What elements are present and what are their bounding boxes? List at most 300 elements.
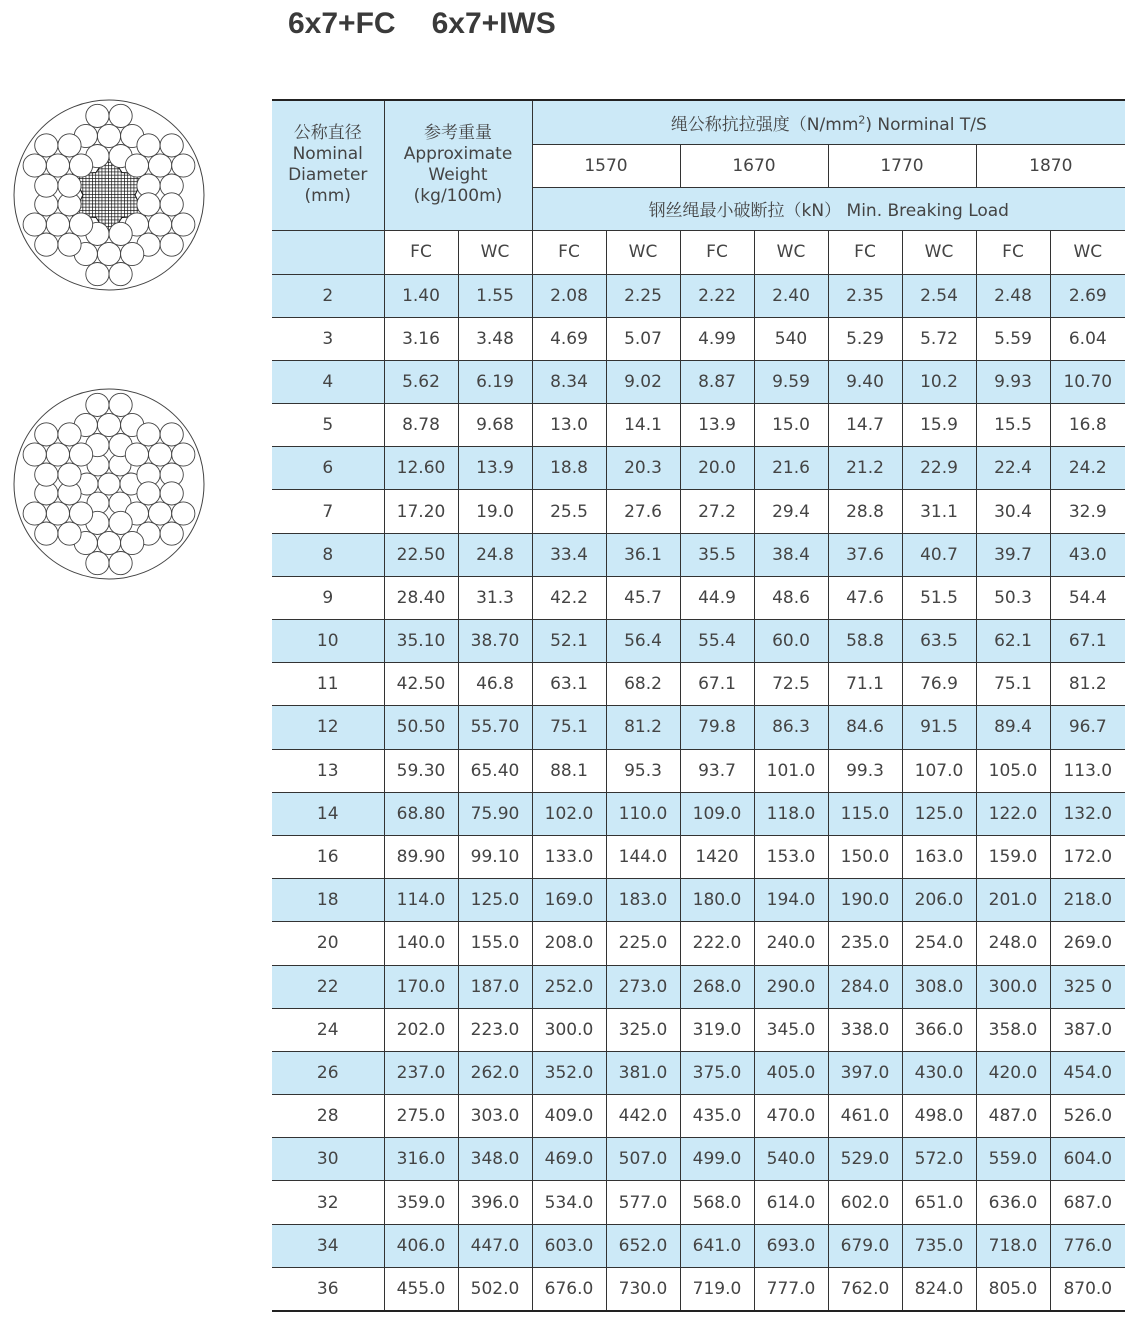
cell-value: 91.5 [902,706,976,749]
cell-value: 447.0 [458,1224,532,1267]
cell-value: 96.7 [1050,706,1125,749]
cell-value: 1.55 [458,274,532,317]
cell-value: 805.0 [976,1267,1050,1310]
cell-value: 651.0 [902,1181,976,1224]
cell-value: 22.4 [976,447,1050,490]
cell-value: 652.0 [606,1224,680,1267]
cell-value: 641.0 [680,1224,754,1267]
cell-value: 290.0 [754,965,828,1008]
table-row [272,706,1125,749]
cell-value: 338.0 [828,1008,902,1051]
header-blank-cell [272,230,384,274]
cell-value: 284.0 [828,965,902,1008]
cell-value: 679.0 [828,1224,902,1267]
cell-diameter: 30 [272,1138,384,1181]
cell-value: 534.0 [532,1181,606,1224]
cell-value: 17.20 [384,490,458,533]
cell-value: 194.0 [754,879,828,922]
cell-value: 159.0 [976,835,1050,878]
cell-value: 693.0 [754,1224,828,1267]
table-row [272,879,1125,922]
cell-value: 122.0 [976,792,1050,835]
table-row [272,447,1125,490]
cell-value: 67.1 [1050,620,1125,663]
cell-value: 118.0 [754,792,828,835]
cell-value: 27.2 [680,490,754,533]
cell-value: 110.0 [606,792,680,835]
cell-value: 22.9 [902,447,976,490]
cell-value: 183.0 [606,879,680,922]
cell-value: 13.0 [532,404,606,447]
cell-value: 55.4 [680,620,754,663]
cell-value: 50.3 [976,576,1050,619]
cell-value: 37.6 [828,533,902,576]
cell-value: 206.0 [902,879,976,922]
cell-value: 21.2 [828,447,902,490]
cell-value: 316.0 [384,1138,458,1181]
cell-value: 56.4 [606,620,680,663]
table-row [272,317,1125,360]
cell-value: 101.0 [754,749,828,792]
cell-value: 3.16 [384,317,458,360]
title-6x7-iws: 6x7+IWS [431,7,556,40]
header-approximate-weight: 参考重量 Approximate Weight (kg/100m) [384,100,532,230]
cell-value: 325 0 [1050,965,1125,1008]
cell-value: 68.80 [384,792,458,835]
cell-diameter: 12 [272,706,384,749]
cell-value: 735.0 [902,1224,976,1267]
cell-value: 3.48 [458,317,532,360]
cell-value: 79.8 [680,706,754,749]
cell-value: 406.0 [384,1224,458,1267]
cell-value: 409.0 [532,1095,606,1138]
cell-value: 170.0 [384,965,458,1008]
rope-spec-table [272,99,1125,1312]
table-row [272,965,1125,1008]
cell-value: 76.9 [902,663,976,706]
cell-value: 13.9 [458,447,532,490]
header-grade-1670: 1670 [680,144,828,187]
cell-value: 39.7 [976,533,1050,576]
cell-value: 2.54 [902,274,976,317]
cell-value: 676.0 [532,1267,606,1310]
table-row [272,533,1125,576]
cell-value: 222.0 [680,922,754,965]
cell-value: 4.99 [680,317,754,360]
cell-value: 8.87 [680,360,754,403]
table-row [272,1267,1125,1310]
cell-value: 202.0 [384,1008,458,1051]
cell-diameter: 16 [272,835,384,878]
header-sub-fc: FC [828,230,902,274]
cell-diameter: 13 [272,749,384,792]
cell-value: 44.9 [680,576,754,619]
cell-value: 5.59 [976,317,1050,360]
cell-value: 43.0 [1050,533,1125,576]
table-row [272,360,1125,403]
table-row [272,922,1125,965]
cell-value: 48.6 [754,576,828,619]
cell-value: 45.7 [606,576,680,619]
cell-diameter: 26 [272,1051,384,1094]
page-titles [288,4,556,44]
cell-value: 225.0 [606,922,680,965]
cell-value: 109.0 [680,792,754,835]
cell-value: 435.0 [680,1095,754,1138]
cell-value: 172.0 [1050,835,1125,878]
cell-value: 18.8 [532,447,606,490]
cell-value: 9.02 [606,360,680,403]
cell-value: 262.0 [458,1051,532,1094]
cell-value: 870.0 [1050,1267,1125,1310]
cell-value: 125.0 [458,879,532,922]
header-sub-fc: FC [680,230,754,274]
cell-value: 180.0 [680,879,754,922]
header-sub-wc: WC [606,230,680,274]
cell-value: 507.0 [606,1138,680,1181]
cell-value: 33.4 [532,533,606,576]
cell-value: 16.8 [1050,404,1125,447]
cell-diameter: 3 [272,317,384,360]
cell-value: 498.0 [902,1095,976,1138]
cell-value: 10.70 [1050,360,1125,403]
cell-value: 132.0 [1050,792,1125,835]
cell-value: 71.1 [828,663,902,706]
cell-value: 190.0 [828,879,902,922]
cell-value: 35.10 [384,620,458,663]
cell-value: 454.0 [1050,1051,1125,1094]
cell-value: 237.0 [384,1051,458,1094]
cell-value: 31.1 [902,490,976,533]
cell-value: 325.0 [606,1008,680,1051]
cell-value: 187.0 [458,965,532,1008]
cell-value: 2.08 [532,274,606,317]
cell-value: 499.0 [680,1138,754,1181]
cell-value: 487.0 [976,1095,1050,1138]
cell-value: 38.70 [458,620,532,663]
cell-value: 359.0 [384,1181,458,1224]
header-sub-wc: WC [1050,230,1125,274]
cell-value: 28.8 [828,490,902,533]
cell-diameter: 20 [272,922,384,965]
cell-value: 1.40 [384,274,458,317]
cell-diameter: 28 [272,1095,384,1138]
cell-value: 5.29 [828,317,902,360]
table-row [272,1095,1125,1138]
cell-diameter: 5 [272,404,384,447]
cell-value: 89.4 [976,706,1050,749]
header-subcolumns [272,230,1125,274]
cell-value: 8.34 [532,360,606,403]
cell-value: 140.0 [384,922,458,965]
cell-value: 319.0 [680,1008,754,1051]
cell-value: 75.1 [976,663,1050,706]
table-row [272,1008,1125,1051]
cell-value: 95.3 [606,749,680,792]
cell-value: 81.2 [606,706,680,749]
title-6x7-fc: 6x7+FC [288,7,396,40]
cell-diameter: 10 [272,620,384,663]
cell-value: 15.9 [902,404,976,447]
cell-value: 25.5 [532,490,606,533]
cell-diameter: 6 [272,447,384,490]
cell-value: 9.93 [976,360,1050,403]
cell-value: 51.5 [902,576,976,619]
cell-value: 470.0 [754,1095,828,1138]
cell-value: 14.1 [606,404,680,447]
cell-value: 396.0 [458,1181,532,1224]
cell-value: 604.0 [1050,1138,1125,1181]
cell-value: 776.0 [1050,1224,1125,1267]
cell-value: 718.0 [976,1224,1050,1267]
rope-cross-section-iws-icon [12,387,206,581]
cell-value: 13.9 [680,404,754,447]
cell-value: 201.0 [976,879,1050,922]
cell-value: 35.5 [680,533,754,576]
cell-value: 602.0 [828,1181,902,1224]
cell-value: 169.0 [532,879,606,922]
cell-diameter: 34 [272,1224,384,1267]
cell-value: 730.0 [606,1267,680,1310]
cell-value: 358.0 [976,1008,1050,1051]
cell-value: 36.1 [606,533,680,576]
cell-value: 397.0 [828,1051,902,1094]
cell-value: 308.0 [902,965,976,1008]
table-row [272,1051,1125,1094]
cell-value: 125.0 [902,792,976,835]
cell-value: 15.0 [754,404,828,447]
table-row [272,749,1125,792]
cell-value: 59.30 [384,749,458,792]
cell-value: 4.69 [532,317,606,360]
cell-diameter: 8 [272,533,384,576]
cell-value: 133.0 [532,835,606,878]
table-row [272,663,1125,706]
cell-value: 21.6 [754,447,828,490]
cell-value: 28.40 [384,576,458,619]
cell-value: 568.0 [680,1181,754,1224]
cell-value: 208.0 [532,922,606,965]
cell-value: 218.0 [1050,879,1125,922]
cell-value: 113.0 [1050,749,1125,792]
cell-value: 86.3 [754,706,828,749]
cell-value: 824.0 [902,1267,976,1310]
table-row [272,835,1125,878]
header-breaking-load: 钢丝绳最小破断拉（kN） Min. Breaking Load [532,187,1125,230]
cell-value: 2.35 [828,274,902,317]
cell-diameter: 24 [272,1008,384,1051]
cell-value: 1420 [680,835,754,878]
cell-value: 99.10 [458,835,532,878]
cell-value: 114.0 [384,879,458,922]
cell-value: 345.0 [754,1008,828,1051]
cell-value: 9.59 [754,360,828,403]
cell-value: 300.0 [976,965,1050,1008]
table-row [272,620,1125,663]
cell-value: 88.1 [532,749,606,792]
cell-value: 65.40 [458,749,532,792]
table-row [272,576,1125,619]
header-grade-1770: 1770 [828,144,976,187]
cell-value: 223.0 [458,1008,532,1051]
header-tensile-strength: 绳公称抗拉强度$(N/mm^2)$ Norminal T/S [532,100,1125,144]
cell-diameter: 14 [272,792,384,835]
table-body [272,274,1125,1311]
cell-value: 268.0 [680,965,754,1008]
cell-value: 153.0 [754,835,828,878]
cell-value: 62.1 [976,620,1050,663]
table-row [272,1138,1125,1181]
cell-value: 150.0 [828,835,902,878]
cell-value: 6.19 [458,360,532,403]
cell-value: 42.2 [532,576,606,619]
cell-value: 163.0 [902,835,976,878]
cell-value: 430.0 [902,1051,976,1094]
cell-diameter: 32 [272,1181,384,1224]
cell-value: 47.6 [828,576,902,619]
cell-value: 68.2 [606,663,680,706]
cell-value: 29.4 [754,490,828,533]
cell-value: 252.0 [532,965,606,1008]
cell-diameter: 2 [272,274,384,317]
cell-value: 502.0 [458,1267,532,1310]
cell-value: 352.0 [532,1051,606,1094]
table-row [272,1224,1125,1267]
cell-diameter: 22 [272,965,384,1008]
cell-value: 50.50 [384,706,458,749]
cell-value: 248.0 [976,922,1050,965]
cell-value: 81.2 [1050,663,1125,706]
cell-value: 84.6 [828,706,902,749]
cell-value: 54.4 [1050,576,1125,619]
cell-value: 469.0 [532,1138,606,1181]
cell-value: 102.0 [532,792,606,835]
cell-value: 107.0 [902,749,976,792]
cell-value: 777.0 [754,1267,828,1310]
cell-value: 366.0 [902,1008,976,1051]
cell-value: 5.62 [384,360,458,403]
cell-value: 27.6 [606,490,680,533]
table-row [272,490,1125,533]
cell-value: 9.68 [458,404,532,447]
cell-value: 155.0 [458,922,532,965]
cell-value: 577.0 [606,1181,680,1224]
header-sub-fc: FC [384,230,458,274]
table-row [272,792,1125,835]
cell-value: 273.0 [606,965,680,1008]
table-row [272,274,1125,317]
cell-value: 235.0 [828,922,902,965]
cell-value: 144.0 [606,835,680,878]
cell-value: 6.04 [1050,317,1125,360]
cell-value: 63.1 [532,663,606,706]
cell-value: 58.8 [828,620,902,663]
cell-value: 387.0 [1050,1008,1125,1051]
cell-value: 52.1 [532,620,606,663]
cell-value: 614.0 [754,1181,828,1224]
cell-value: 38.4 [754,533,828,576]
cell-value: 719.0 [680,1267,754,1310]
cell-diameter: 4 [272,360,384,403]
cell-value: 115.0 [828,792,902,835]
cell-value: 75.90 [458,792,532,835]
cell-value: 24.2 [1050,447,1125,490]
cell-value: 2.48 [976,274,1050,317]
rope-cross-section-fc-icon [12,98,206,292]
cell-value: 5.72 [902,317,976,360]
cell-value: 461.0 [828,1095,902,1138]
cell-value: 46.8 [458,663,532,706]
cell-value: 5.07 [606,317,680,360]
cell-value: 254.0 [902,922,976,965]
cell-value: 75.1 [532,706,606,749]
cell-diameter: 7 [272,490,384,533]
cell-value: 19.0 [458,490,532,533]
cell-diameter: 36 [272,1267,384,1310]
cell-value: 603.0 [532,1224,606,1267]
cell-value: 442.0 [606,1095,680,1138]
cell-value: 105.0 [976,749,1050,792]
cell-value: 420.0 [976,1051,1050,1094]
cell-value: 9.40 [828,360,902,403]
cell-value: 89.90 [384,835,458,878]
cell-value: 636.0 [976,1181,1050,1224]
header-sub-wc: WC [458,230,532,274]
cell-value: 24.8 [458,533,532,576]
cell-value: 559.0 [976,1138,1050,1181]
cell-value: 2.25 [606,274,680,317]
cell-value: 455.0 [384,1267,458,1310]
cell-value: 529.0 [828,1138,902,1181]
cell-value: 540.0 [754,1138,828,1181]
cell-value: 72.5 [754,663,828,706]
cell-value: 12.60 [384,447,458,490]
cell-value: 8.78 [384,404,458,447]
cell-value: 526.0 [1050,1095,1125,1138]
cell-value: 60.0 [754,620,828,663]
cell-value: 20.3 [606,447,680,490]
cell-value: 20.0 [680,447,754,490]
cell-value: 40.7 [902,533,976,576]
cell-value: 32.9 [1050,490,1125,533]
cell-value: 14.7 [828,404,902,447]
table-row [272,404,1125,447]
cell-value: 10.2 [902,360,976,403]
cell-value: 42.50 [384,663,458,706]
header-sub-fc: FC [532,230,606,274]
cell-value: 375.0 [680,1051,754,1094]
cell-value: 762.0 [828,1267,902,1310]
header-sub-wc: WC [754,230,828,274]
header-sub-fc: FC [976,230,1050,274]
cell-value: 269.0 [1050,922,1125,965]
cell-value: 22.50 [384,533,458,576]
cell-value: 687.0 [1050,1181,1125,1224]
table-row [272,1181,1125,1224]
cell-diameter: 18 [272,879,384,922]
cell-value: 31.3 [458,576,532,619]
cell-value: 99.3 [828,749,902,792]
cell-value: 348.0 [458,1138,532,1181]
cell-value: 303.0 [458,1095,532,1138]
cell-value: 2.22 [680,274,754,317]
cell-value: 300.0 [532,1008,606,1051]
cell-value: 405.0 [754,1051,828,1094]
cell-value: 2.69 [1050,274,1125,317]
header-nominal-diameter: 公称直径 Nominal Diameter (mm) [272,100,384,230]
cell-diameter: 11 [272,663,384,706]
cell-value: 55.70 [458,706,532,749]
